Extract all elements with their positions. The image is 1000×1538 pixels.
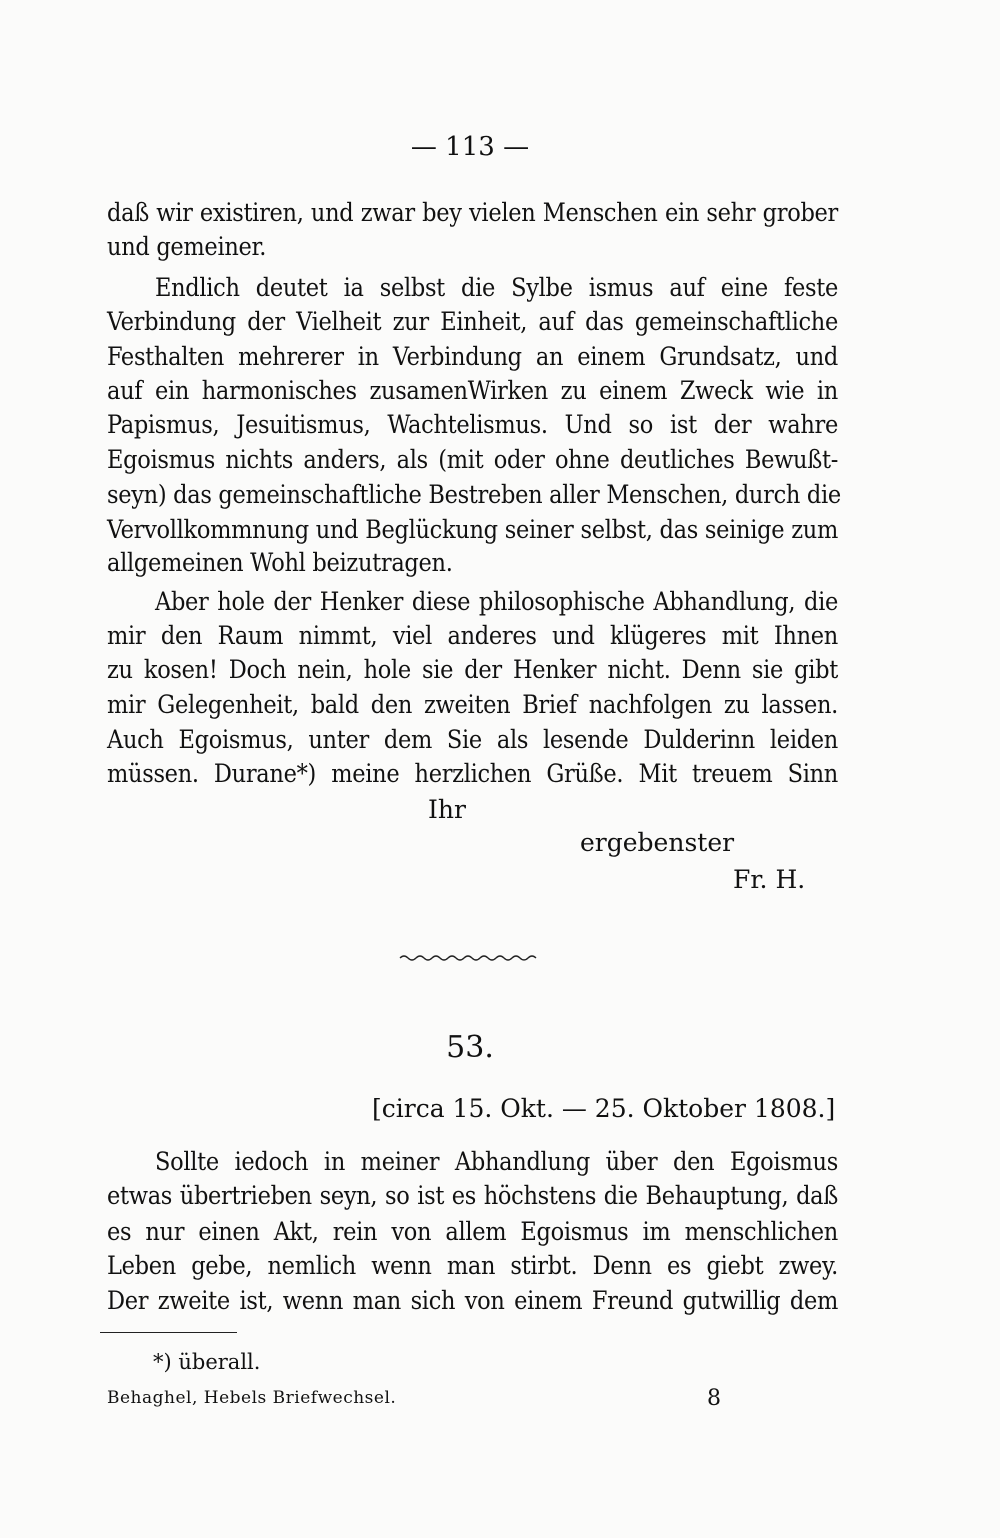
section-divider-ornament	[398, 952, 538, 964]
text-line: allgemeinen Wohl beizutragen.	[107, 548, 453, 577]
text-line: Vervollkommnung und Beglückung seiner selbst, das seinige zum	[107, 515, 838, 544]
text-line: Der zweite ist, wenn man sich von einem Freund gutwillig dem	[107, 1286, 838, 1315]
text-line: Festhalten mehrerer in Verbindung an einem Grundsatz, und	[107, 342, 838, 371]
letter-date: [circa 15. Okt. — 25. Oktober 1808.]	[372, 1094, 836, 1123]
footnote: *) überall.	[153, 1350, 261, 1374]
text-line: Sollte iedoch in meiner Abhandlung über den Egoismus	[155, 1147, 838, 1176]
closing-ergebenster: ergebenster	[580, 828, 735, 857]
text-line: müssen. Durane*) meine herzlichen Grüße. Mit treuem Sinn	[107, 759, 838, 788]
source-signature-line: Behaghel, Hebels Briefwechsel.	[107, 1388, 397, 1408]
closing-ihr: Ihr	[428, 795, 466, 824]
text-line: Egoismus nichts anders, als (mit oder ohne deutliches Bewußt-	[107, 445, 838, 474]
text-line: Verbindung der Vielheit zur Einheit, auf das gemeinschaftliche	[107, 307, 838, 336]
text-line: es nur einen Akt, rein von allem Egoismus im menschlichen	[107, 1217, 838, 1246]
signature: Fr. H.	[733, 865, 806, 894]
text-line: auf ein harmonisches zusamenWirken zu einem Zweck wie in	[107, 376, 838, 405]
page-number: — 113 —	[410, 132, 530, 162]
text-line: mir Gelegenheit, bald den zweiten Brief nachfolgen zu lassen.	[107, 690, 838, 719]
text-line: und gemeiner.	[107, 232, 267, 261]
sheet-number: 8	[707, 1386, 721, 1411]
text-line: Endlich deutet ia selbst die Sylbe ismus auf eine feste	[155, 273, 838, 302]
footnote-rule	[100, 1332, 237, 1333]
text-line: Auch Egoismus, unter dem Sie als lesende Dulderinn leiden	[107, 725, 838, 754]
text-line: mir den Raum nimmt, viel anderes und klügeres mit Ihnen	[107, 621, 838, 650]
text-line: Aber hole der Henker diese philosophische Abhandlung, die	[155, 587, 838, 616]
text-line: Leben gebe, nemlich wenn man stirbt. Denn es giebt zwey.	[107, 1251, 838, 1280]
letter-number: 53.	[446, 1030, 494, 1065]
text-line: seyn) das gemeinschaftliche Bestreben aller Menschen, durch die	[107, 480, 841, 509]
text-line: Papismus, Jesuitismus, Wachtelismus. Und so ist der wahre	[107, 410, 838, 439]
text-line: daß wir existiren, und zwar bey vielen Menschen ein sehr grober	[107, 198, 838, 227]
text-line: zu kosen! Doch nein, hole sie der Henker nicht. Denn sie gibt	[107, 655, 838, 684]
text-line: etwas übertrieben seyn, so ist es höchstens die Behauptung, daß	[107, 1181, 838, 1210]
